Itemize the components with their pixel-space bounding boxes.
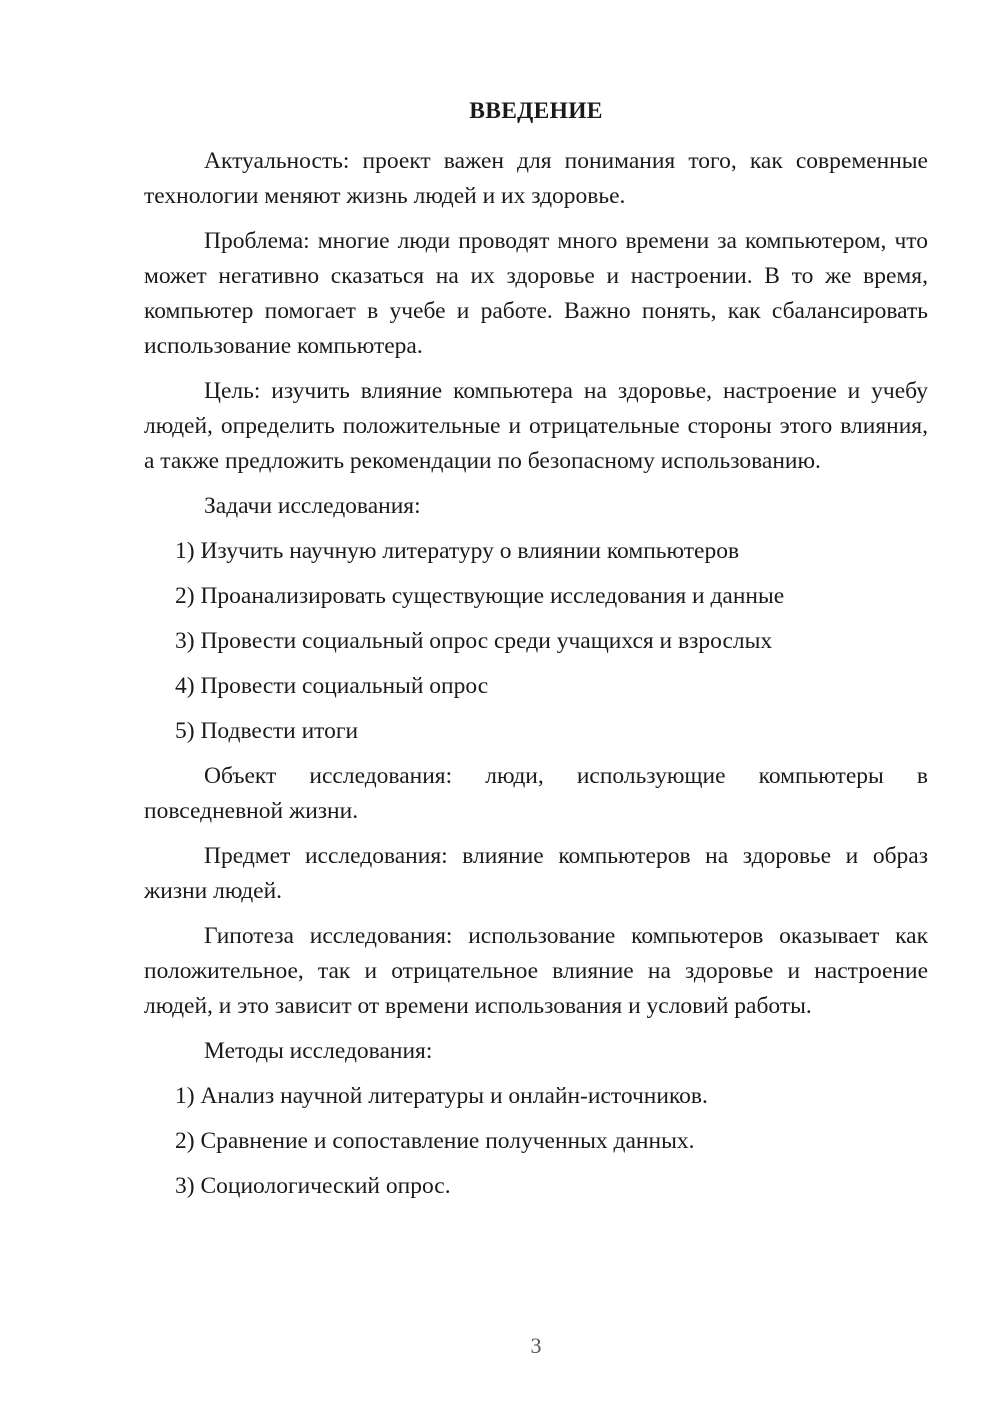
- methods-list: [144, 1079, 928, 1204]
- paragraph-relevance: Актуальность: проект важен для понимания того, как современные технологии меняют жизнь людей и их здоровье.: [144, 148, 928, 209]
- list-item: 4) Провести социальный опрос: [175, 673, 489, 699]
- page-number: 3: [530, 1333, 542, 1358]
- paragraph-goal: Цель: изучить влияние компьютера на здоровье, настроение и учебу людей, определить положительные и отрицательные стороны этого влияния, а также предложить рекомендации по безопасному использованию.: [144, 378, 928, 474]
- tasks-list: [144, 534, 928, 749]
- list-item: 1) Анализ научной литературы и онлайн-источников.: [175, 1083, 708, 1109]
- paragraph-hypothesis: Гипотеза исследования: использование компьютеров оказывает как положительное, так и отрицательное влияние на здоровье и настроение людей, и это зависит от времени использования и условий работы.: [144, 923, 928, 1019]
- methods-heading: Методы исследования:: [204, 1038, 433, 1064]
- list-item: 3) Провести социальный опрос среди учащихся и взрослых: [175, 628, 773, 654]
- paragraph-subject: Предмет исследования: влияние компьютеров на здоровье и образ жизни людей.: [144, 843, 928, 904]
- list-item: 3) Социологический опрос.: [175, 1173, 451, 1199]
- tasks-heading: Задачи исследования:: [204, 493, 421, 519]
- paragraph-problem: Проблема: многие люди проводят много времени за компьютером, что может негативно сказаться на их здоровье и настроении. В то же время, компьютер помогает в учебе и работе. Важно понять, как сбалансировать использование компьютера.: [144, 228, 928, 359]
- section-title: ВВЕДЕНИЕ: [469, 98, 603, 124]
- paragraph-object: Объект исследования: люди, использующие компьютеры в повседневной жизни.: [144, 763, 928, 824]
- list-item: 5) Подвести итоги: [175, 718, 359, 744]
- list-item: 1) Изучить научную литературу о влиянии компьютеров: [175, 538, 740, 564]
- page-content: [144, 94, 928, 1214]
- list-item: 2) Проанализировать существующие исследования и данные: [175, 583, 785, 609]
- list-item: 2) Сравнение и сопоставление полученных данных.: [175, 1128, 695, 1154]
